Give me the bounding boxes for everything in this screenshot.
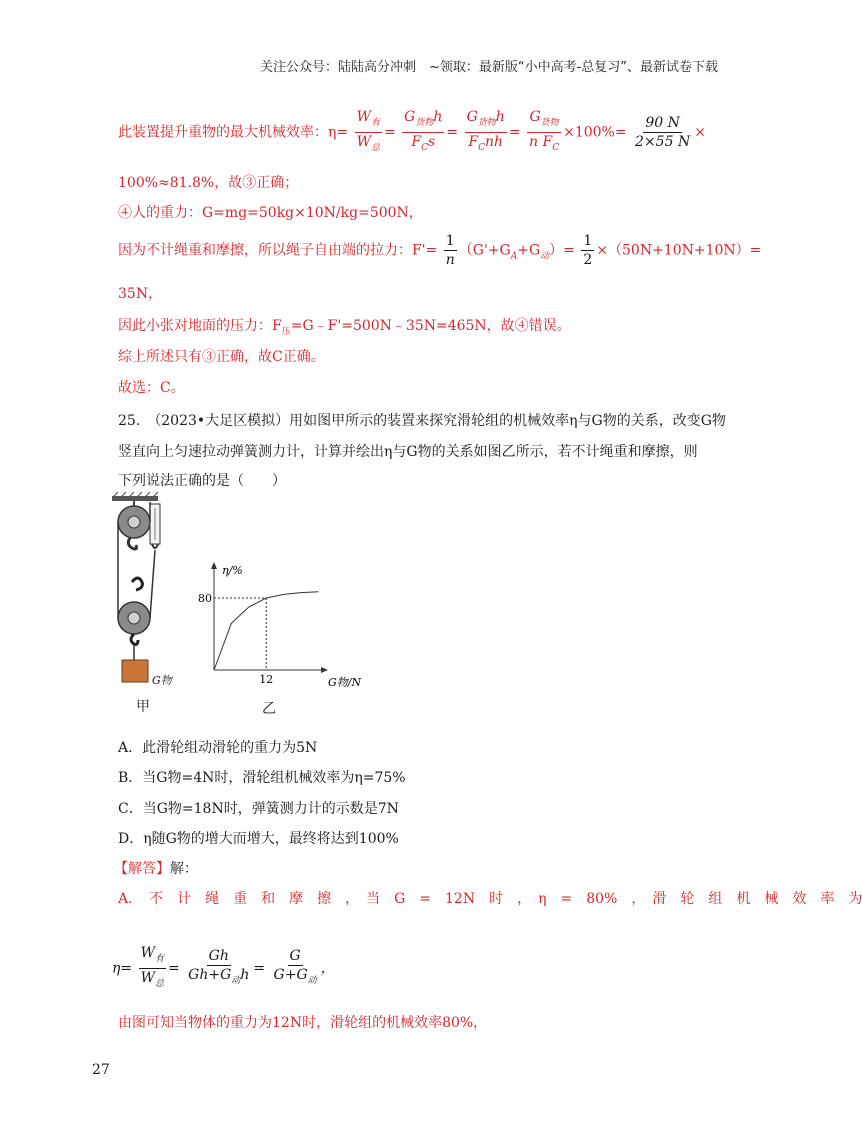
fraction-g-over-nf: $\frac{G_{货物}}{n F_C}$	[529, 109, 560, 153]
page-number: 27	[92, 1062, 110, 1078]
answer-a-line: A． 不 计 绳 重 和 摩 擦 ， 当 G = 12N 时 ， η = 80% ， 滑 轮 组 机 械 效 率 为	[118, 891, 862, 907]
rope-right	[150, 550, 155, 618]
ground-pressure-line: 因此小张对地面的压力：$F_压=G﹣F'=500N﹣35N=465N$，故④错误。	[118, 318, 571, 337]
movable-pulley-hook	[131, 634, 138, 645]
figure-yi-label: 乙	[262, 701, 276, 717]
efficiency-chart	[200, 560, 370, 690]
option-c: C．当G物=18N时，弹簧测力计的示数是7N	[118, 801, 399, 817]
rope-tension-line: 因为不计绳重和摩擦，所以绳子自由端的拉力：F'= $\frac{1}{n}$ $(G'+G_A+G_动)=$ $\frac{1}{2}$ ×（50N+10N+10N）=	[118, 233, 762, 268]
answer-tag-tail: 解：	[170, 861, 198, 877]
fixed-pulley-hook	[128, 538, 136, 549]
efficiency-formula-line: 此装置提升重物的最大机械效率：η= $\frac{W_有}{W_总}$ = $\frac{G_{货物}h}{F_Cs}$ = $\frac{G_{货物}h}{F_Cnh}$ = $\frac{G_{货物}}{n F_C}$ ×100%= $\frac{90 N}{2\times 55 N}$ ×	[118, 108, 706, 157]
chart-y-axis-label: η/%	[222, 564, 243, 577]
answer-heading	[114, 858, 198, 878]
chart-x-arrow	[321, 667, 328, 673]
result-35n-line: 35N，	[118, 286, 163, 302]
chart-x-axis-label: G物/N	[328, 676, 362, 689]
fraction-w-useful-over-w-total: $\frac{W_有}{W_总}$	[356, 109, 380, 153]
option-b: B．当G物=4N时，滑轮组机械效率为η=75%	[118, 770, 406, 786]
fraction-90n-over-2x55n: $\frac{90 N}{2\times 55 N}$	[635, 114, 691, 150]
chart-y-arrow	[211, 562, 217, 569]
option-a: A．此滑轮组动滑轮的重力为5N	[118, 740, 318, 756]
answer-eta-formula: η= $\frac{W_有}{W_总}$ = $\frac{Gh}{Gh+G_动h}$ = $\frac{G}{G+G_动}$ ，	[112, 944, 335, 993]
fraction-w-useful-over-w-total-2: $\frac{W_有}{W_总}$	[140, 945, 164, 989]
option-d: D．η随G物的增大而增大，最终将达到100%	[118, 831, 399, 847]
summary-line: 综上所述只有③正确，故C正确。	[118, 349, 325, 365]
times-sign: ×	[694, 124, 706, 141]
weight-block	[122, 660, 148, 682]
result-81-8-line: 100%≈81.8%，故③正确；	[118, 175, 299, 191]
figure-jia-label: 甲	[136, 699, 150, 715]
fraction-gh-over-fnh: $\frac{G_{货物}h}{F_Cnh}$	[466, 109, 505, 153]
fraction-1-over-2: $\frac{1}{2}$	[583, 233, 593, 268]
question-25-line-3: 下列说法正确的是（ ）	[118, 473, 286, 489]
chart-x-tick-12: 12	[259, 673, 274, 686]
efficiency-intro: 此装置提升重物的最大机械效率：η=	[118, 124, 349, 141]
ceiling-hatch	[114, 492, 158, 496]
fraction-gh-over-fs: $\frac{G_{货物}h}{F_Cs}$	[404, 109, 443, 153]
pulley-system-figure	[108, 492, 188, 717]
question-25-line-2: 竖直向上匀速拉动弹簧测力计，计算并绘出η与G物的关系如图乙所示，若不计绳重和摩擦，则	[118, 444, 698, 460]
choice-line: 故选：C。	[118, 380, 185, 396]
ceiling-beam	[112, 496, 158, 501]
person-gravity-line: ④人的重力：G=mg=50kg×10N/kg=500N，	[118, 205, 423, 221]
page-header: 关注公众号：陆陆高分冲刺 ~领取：最新版“小中高考-总复习”、最新试卷下载	[259, 60, 718, 75]
spring-scale-hook	[152, 544, 158, 548]
movable-pulley-top-hook	[132, 578, 142, 590]
fraction-1-over-n: $\frac{1}{n}$	[445, 233, 455, 268]
answer-tag: 【解答】	[114, 861, 170, 877]
times-100-percent: ×100%=	[563, 124, 627, 141]
chart-y-tick-80: 80	[198, 592, 212, 605]
weight-label: G物	[152, 674, 172, 687]
fraction-gh-over-gh-plus-gdong-h: $\frac{Gh}{Gh+G_动h}$	[188, 947, 250, 986]
answer-last-line: 由图可知当物体的重力为12N时，滑轮组的机械效率80%，	[118, 1015, 488, 1031]
fraction-g-over-g-plus-gdong: $\frac{G}{G+G_动}$	[273, 947, 317, 986]
question-25-line-1: 25. （2023•大足区模拟）用如图甲所示的装置来探究滑轮组的机械效率η与G物的关系，改变G物	[118, 413, 726, 429]
